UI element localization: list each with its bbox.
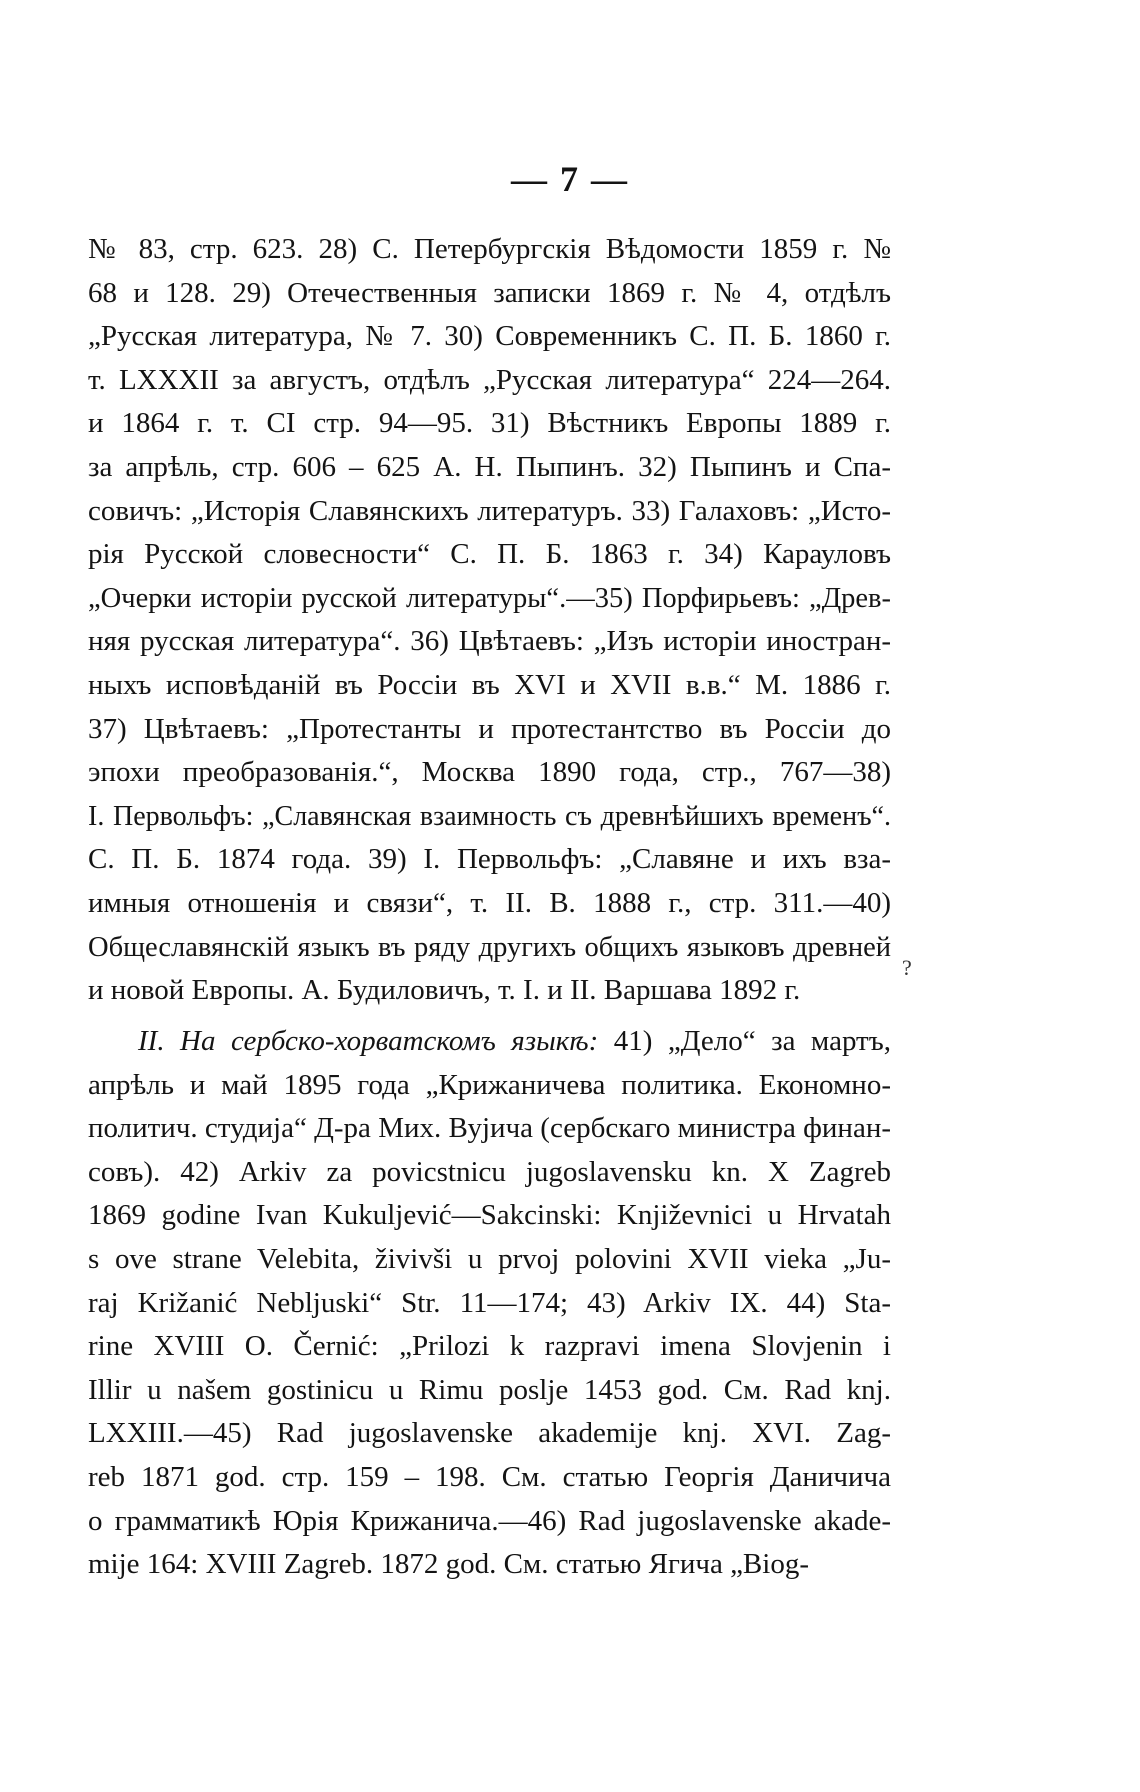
text-line: и 1864 г. т. CI стр. 94—95. 31) Вѣстникъ Европы 1889 г. bbox=[88, 407, 891, 440]
text-line: mije 164: XVIII Zagreb. 1872 god. См. статью Ягича „Biog- bbox=[88, 1548, 809, 1581]
section-heading-line bbox=[88, 1020, 891, 1064]
text-line: имныя отношенія и связи“, т. II. В. 1888 г., стр. 311.—40) bbox=[88, 886, 891, 919]
text-line: LXXIII.—45) Rad jugoslavenske akademije knj. XVI. Zag- bbox=[88, 1417, 891, 1450]
text-line: rine XVIII O. Černić: „Prilozi k razpravi imena Slovjenin i bbox=[88, 1330, 891, 1363]
text-line: эпохи преобразованія.“, Москва 1890 года, стр., 767—38) bbox=[88, 756, 891, 789]
text-line: 37) Цвѣтаевъ: „Протестанты и протестантство въ Россіи до bbox=[88, 712, 891, 745]
margin-mark: ? bbox=[902, 955, 912, 980]
text-line: ныхъ исповѣданій въ Россіи въ XVI и XVII в.в.“ М. 1886 г. bbox=[88, 668, 891, 701]
text-line: и новой Европы. А. Будиловичъ, т. I. и II. Варшава 1892 г. bbox=[88, 974, 801, 1007]
text-line: за апрѣль, стр. 606 – 625 А. Н. Пыпинъ. 32) Пыпинъ и Спа- bbox=[88, 450, 891, 483]
text-line-rest: 41) „Дело“ за мартъ, bbox=[598, 1025, 891, 1057]
text-line: С. П. Б. 1874 года. 39) I. Первольфъ: „Славяне и ихъ вза- bbox=[88, 843, 891, 876]
text-line: 1869 godine Ivan Kukuljević—Sakcinski: Književnici u Hrvatah bbox=[88, 1199, 891, 1232]
text-line: „Русская литература, № 7. 30) Современникъ С. П. Б. 1860 г. bbox=[88, 320, 891, 353]
paragraph-bibliography-serbo-croatian bbox=[88, 1020, 891, 1587]
text-line: „Очерки исторіи русской литературы“.—35) Порфирьевъ: „Древ- bbox=[88, 582, 891, 614]
text-line: reb 1871 god. стр. 159 – 198. См. статью Георгія Даничича bbox=[88, 1460, 891, 1493]
text-line: т. LXXXII за августъ, отдѣлъ „Русская литература“ 224—264. bbox=[88, 363, 891, 396]
text-line: 68 и 128. 29) Отечественныя записки 1869 г. № 4, отдѣлъ bbox=[88, 276, 891, 309]
text-line: s ove strane Velebita, živivši u prvoj polovini XVII vieka „Ju- bbox=[88, 1242, 891, 1275]
text-line: Illir u našem gostinicu u Rimu poslje 1453 god. См. Rad knj. bbox=[88, 1373, 891, 1406]
text-line: совъ). 42) Arkiv za povicstnicu jugoslavensku kn. X Zagreb bbox=[88, 1155, 891, 1188]
text-line: рія Русской словесности“ С. П. Б. 1863 г. 34) Карауловъ bbox=[88, 538, 891, 571]
text-line: политич. студија“ Д-ра Мих. Вујича (сербскаго министра финан- bbox=[88, 1112, 891, 1145]
section-heading: II. На сербско-хорватскомъ языкѣ: bbox=[138, 1025, 599, 1057]
page-number: — 7 — bbox=[511, 159, 629, 199]
paragraph-bibliography-russian bbox=[88, 228, 891, 1013]
text-line: Общеславянскій языкъ въ ряду другихъ общихъ языковъ древней bbox=[88, 931, 891, 963]
text-line: няя русская литература“. 36) Цвѣтаевъ: „Изъ исторіи иностран- bbox=[88, 625, 891, 658]
text-line: I. Первольфъ: „Славянская взаимность съ древнѣйшихъ временъ“. bbox=[88, 800, 891, 832]
text-line: совичъ: „Исторія Славянскихъ литературъ. 33) Галаховъ: „Исто- bbox=[88, 494, 891, 527]
text-line: о грамматикѣ Юрія Крижанича.—46) Rad jugoslavenske akade- bbox=[88, 1504, 891, 1537]
text-line: № 83, стр. 623. 28) С. Петербургскія Вѣдомости 1859 г. № bbox=[88, 233, 891, 265]
text-line: raj Križanić Nebljuski“ Str. 11—174; 43) Arkiv IX. 44) Sta- bbox=[88, 1286, 891, 1319]
text-line: апрѣль и май 1895 года „Крижаничева политика. Економно- bbox=[88, 1068, 891, 1101]
